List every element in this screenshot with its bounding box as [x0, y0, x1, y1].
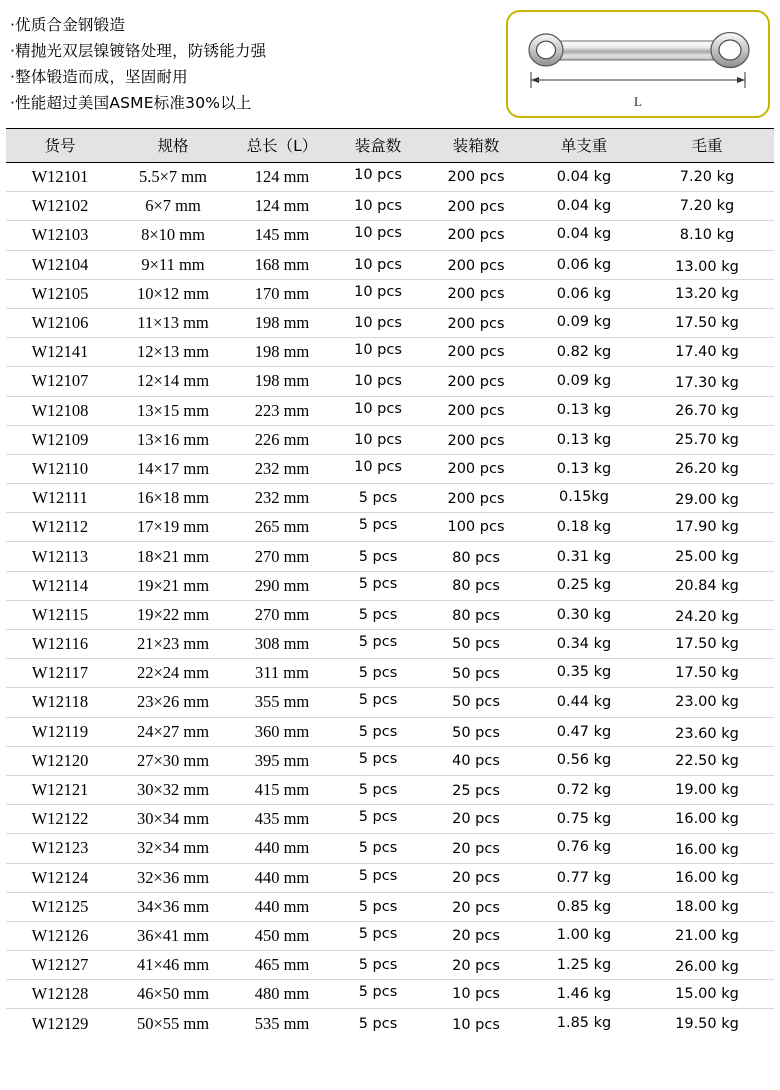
feature-list	[10, 8, 500, 116]
cell-carton-qty: 200 pcs	[424, 396, 528, 425]
cell-code: W12109	[6, 425, 114, 454]
cell-box-qty: 5 pcs	[358, 1015, 398, 1032]
cell-carton-qty: 20 pcs	[424, 893, 528, 922]
cell-spec: 30×34 mm	[114, 805, 232, 834]
cell-box-qty: 10 pcs	[332, 219, 424, 248]
cell-code: W12117	[6, 659, 114, 688]
cell-unit-weight: 1.00 kg	[528, 920, 640, 949]
cell-unit-weight: 0.04 kg	[528, 220, 640, 249]
cell-gross-weight: 19.50 kg	[675, 1015, 739, 1032]
cell-carton-qty: 80 pcs	[424, 543, 528, 572]
cell-code: W12127	[6, 951, 114, 980]
cell-spec: 32×36 mm	[114, 863, 232, 892]
cell-spec: 46×50 mm	[114, 980, 232, 1009]
cell-box-qty: 5 pcs	[332, 892, 424, 921]
cell-gross-weight: 19.00 kg	[640, 775, 774, 804]
column-header-gross-weight: 毛重	[640, 129, 774, 163]
cell-box-qty: 5 pcs	[332, 919, 424, 948]
table-row	[6, 571, 774, 600]
feature-item: ·整体锻造而成，坚固耐用	[10, 68, 188, 86]
cell-spec: 9×11 mm	[114, 250, 232, 279]
cell-code: W12103	[6, 221, 114, 250]
cell-box-qty: 5 pcs	[332, 659, 424, 688]
cell-carton-qty: 25 pcs	[424, 776, 528, 805]
cell-length: 308 mm	[232, 630, 332, 659]
cell-unit-weight: 1.46 kg	[528, 980, 640, 1009]
cell-spec: 19×21 mm	[114, 571, 232, 600]
cell-carton-qty: 200 pcs	[424, 251, 528, 280]
cell-length: 198 mm	[232, 367, 332, 396]
cell-gross-weight: 24.20 kg	[640, 602, 774, 631]
cell-gross-weight: 17.90 kg	[640, 513, 774, 542]
table-row	[6, 600, 774, 629]
cell-box-qty: 10 pcs	[332, 336, 424, 365]
cell-unit-weight: 0.77 kg	[528, 863, 640, 892]
cell-code: W12116	[6, 630, 114, 659]
cell-spec: 13×15 mm	[114, 396, 232, 425]
cell-unit-weight: 1.85 kg	[556, 1014, 612, 1031]
cell-code: W12122	[6, 805, 114, 834]
cell-length: 145 mm	[232, 221, 332, 250]
cell-length: 440 mm	[232, 834, 332, 863]
cell-box-qty: 5 pcs	[332, 744, 424, 773]
cell-length: 226 mm	[232, 425, 332, 454]
cell-gross-weight: 17.50 kg	[640, 659, 774, 688]
cell-box-qty: 10 pcs	[332, 308, 424, 337]
cell-gross-weight: 7.20 kg	[640, 192, 774, 221]
cell-gross-weight: 23.60 kg	[640, 719, 774, 748]
cell-code: W12101	[6, 163, 114, 192]
cell-gross-weight: 17.50 kg	[640, 308, 774, 337]
cell-unit-weight: 0.13 kg	[528, 395, 640, 424]
cell-carton-qty: 200 pcs	[424, 426, 528, 455]
column-header-spec: 规格	[114, 129, 232, 163]
spec-table	[6, 128, 774, 1038]
column-header-unit-weight: 单支重	[528, 129, 640, 163]
cell-carton-qty: 80 pcs	[424, 571, 528, 600]
table-row	[6, 834, 774, 863]
cell-box-qty: 10 pcs	[332, 192, 424, 221]
cell-length: 480 mm	[232, 980, 332, 1009]
cell-length: 435 mm	[232, 805, 332, 834]
cell-carton-qty: 50 pcs	[424, 718, 528, 747]
cell-carton-qty: 20 pcs	[424, 805, 528, 834]
cell-length: 232 mm	[232, 454, 332, 483]
cell-unit-weight: 0.04 kg	[528, 192, 640, 221]
cell-spec: 30×32 mm	[114, 775, 232, 804]
table-row	[6, 338, 774, 367]
table-row	[6, 250, 774, 279]
cell-carton-qty: 50 pcs	[424, 688, 528, 717]
cell-gross-weight: 25.70 kg	[640, 425, 774, 454]
cell-gross-weight: 17.40 kg	[640, 338, 774, 367]
cell-unit-weight: 0.30 kg	[528, 600, 640, 629]
cell-gross-weight: 16.00 kg	[640, 863, 774, 892]
cell-carton-qty: 200 pcs	[424, 485, 528, 514]
table-row	[6, 454, 774, 483]
cell-gross-weight: 8.10 kg	[640, 221, 774, 250]
cell-spec: 41×46 mm	[114, 951, 232, 980]
cell-code: W12118	[6, 688, 114, 717]
cell-carton-qty: 20 pcs	[424, 921, 528, 950]
cell-code: W12129	[31, 1013, 89, 1033]
table-row	[6, 542, 774, 571]
cell-gross-weight: 26.00 kg	[640, 953, 774, 982]
cell-code: W12112	[6, 513, 114, 542]
table-row	[6, 717, 774, 746]
cell-unit-weight: 0.09 kg	[528, 307, 640, 336]
cell-carton-qty: 50 pcs	[424, 630, 528, 659]
cell-box-qty: 10 pcs	[332, 394, 424, 423]
cell-gross-weight: 16.00 kg	[640, 805, 774, 834]
cell-length: 440 mm	[232, 863, 332, 892]
cell-code: W12110	[6, 454, 114, 483]
table-row	[6, 192, 774, 221]
cell-box-qty: 5 pcs	[332, 978, 424, 1007]
cell-length: 124 mm	[232, 163, 332, 192]
cell-box-qty: 10 pcs	[332, 425, 424, 454]
cell-carton-qty: 200 pcs	[424, 163, 528, 192]
cell-length: 124 mm	[232, 192, 332, 221]
cell-unit-weight: 0.56 kg	[528, 745, 640, 774]
table-row	[6, 396, 774, 425]
cell-carton-qty: 200 pcs	[424, 193, 528, 222]
cell-carton-qty: 200 pcs	[424, 221, 528, 250]
cell-unit-weight: 0.75 kg	[528, 805, 640, 834]
cell-code: W12125	[6, 892, 114, 921]
spec-table-wrapper	[0, 128, 780, 1038]
cell-gross-weight: 15.00 kg	[640, 980, 774, 1009]
cell-unit-weight: 0.72 kg	[528, 775, 640, 804]
cell-box-qty: 10 pcs	[332, 161, 424, 190]
cell-length: 290 mm	[232, 571, 332, 600]
cell-length: 223 mm	[232, 396, 332, 425]
cell-length: 355 mm	[232, 688, 332, 717]
cell-length: 311 mm	[232, 659, 332, 688]
cell-gross-weight: 17.30 kg	[640, 369, 774, 398]
cell-length: 535 mm	[254, 1013, 310, 1033]
cell-box-qty: 10 pcs	[332, 367, 424, 396]
cell-length: 232 mm	[232, 484, 332, 513]
cell-code: W12141	[6, 338, 114, 367]
cell-carton-qty: 10 pcs	[424, 980, 528, 1009]
cell-carton-qty: 20 pcs	[424, 835, 528, 864]
cell-code: W12120	[6, 746, 114, 775]
cell-carton-qty: 10 pcs	[452, 1016, 500, 1033]
cell-box-qty: 10 pcs	[332, 277, 424, 306]
table-row	[6, 951, 774, 980]
cell-spec: 27×30 mm	[114, 746, 232, 775]
cell-gross-weight: 18.00 kg	[640, 892, 774, 921]
table-row	[6, 630, 774, 659]
column-header-code: 货号	[6, 129, 114, 163]
table-row	[6, 863, 774, 892]
cell-unit-weight: 0.13 kg	[528, 425, 640, 454]
cell-gross-weight: 13.20 kg	[640, 279, 774, 308]
header-section	[0, 0, 780, 128]
table-row	[6, 425, 774, 454]
cell-spec: 11×13 mm	[114, 308, 232, 337]
cell-carton-qty: 80 pcs	[424, 601, 528, 630]
cell-box-qty: 5 pcs	[332, 686, 424, 715]
cell-carton-qty: 50 pcs	[424, 660, 528, 689]
cell-box-qty: 5 pcs	[332, 628, 424, 657]
cell-unit-weight: 0.85 kg	[528, 892, 640, 921]
cell-gross-weight: 26.20 kg	[640, 454, 774, 483]
header-row	[6, 129, 774, 163]
cell-code: W12115	[6, 600, 114, 629]
table-row	[6, 308, 774, 337]
cell-box-qty: 5 pcs	[332, 803, 424, 832]
cell-length: 465 mm	[232, 951, 332, 980]
table-row	[6, 775, 774, 804]
cell-carton-qty: 200 pcs	[424, 338, 528, 367]
cell-carton-qty: 20 pcs	[424, 863, 528, 892]
cell-unit-weight: 0.13 kg	[528, 454, 640, 483]
feature-item: ·精抛光双层镍镀铬处理，防锈能力强	[10, 42, 267, 60]
cell-box-qty: 5 pcs	[332, 861, 424, 890]
cell-gross-weight: 22.50 kg	[640, 746, 774, 775]
cell-unit-weight: 0.76 kg	[528, 833, 640, 862]
cell-unit-weight: 0.09 kg	[528, 367, 640, 396]
cell-carton-qty: 200 pcs	[424, 309, 528, 338]
table-row	[6, 980, 774, 1009]
table-row	[6, 688, 774, 717]
cell-spec: 10×12 mm	[114, 279, 232, 308]
cell-spec: 14×17 mm	[114, 454, 232, 483]
cell-box-qty: 5 pcs	[332, 600, 424, 629]
cell-spec: 21×23 mm	[114, 630, 232, 659]
dimension-label: L	[634, 94, 642, 109]
cell-box-qty: 5 pcs	[332, 511, 424, 540]
cell-unit-weight: 1.25 kg	[528, 951, 640, 980]
table-row	[6, 805, 774, 834]
cell-unit-weight: 0.15kg	[528, 483, 640, 512]
cell-box-qty: 10 pcs	[332, 452, 424, 481]
table-row	[6, 367, 774, 396]
cell-box-qty: 5 pcs	[332, 484, 424, 513]
cell-code: W12126	[6, 921, 114, 950]
cell-code: W12105	[6, 279, 114, 308]
cell-spec: 19×22 mm	[114, 600, 232, 629]
product-image-panel	[506, 10, 770, 118]
table-row	[6, 1009, 774, 1038]
cell-unit-weight: 0.44 kg	[528, 688, 640, 717]
cell-carton-qty: 200 pcs	[424, 454, 528, 483]
cell-unit-weight: 0.04 kg	[528, 163, 640, 192]
column-header-length: 总长（L）	[232, 129, 332, 163]
cell-spec: 16×18 mm	[114, 484, 232, 513]
cell-spec: 22×24 mm	[114, 659, 232, 688]
cell-unit-weight: 0.18 kg	[528, 513, 640, 542]
cell-gross-weight: 29.00 kg	[640, 486, 774, 515]
cell-spec: 24×27 mm	[114, 717, 232, 746]
table-row	[6, 513, 774, 542]
cell-gross-weight: 17.50 kg	[640, 630, 774, 659]
table-row	[6, 484, 774, 513]
cell-unit-weight: 0.06 kg	[528, 250, 640, 279]
table-row	[6, 163, 774, 192]
cell-unit-weight: 0.31 kg	[528, 542, 640, 571]
cell-unit-weight: 0.06 kg	[528, 279, 640, 308]
table-body	[6, 163, 774, 1039]
cell-length: 270 mm	[232, 600, 332, 629]
cell-code: W12106	[6, 308, 114, 337]
feature-item: ·性能超过美国ASME标准30%以上	[10, 94, 252, 112]
cell-gross-weight: 7.20 kg	[640, 163, 774, 192]
cell-code: W12114	[6, 571, 114, 600]
cell-code: W12113	[6, 542, 114, 571]
cell-code: W12119	[6, 717, 114, 746]
table-row	[6, 659, 774, 688]
cell-length: 170 mm	[232, 279, 332, 308]
cell-code: W12102	[6, 192, 114, 221]
cell-carton-qty: 20 pcs	[424, 952, 528, 981]
cell-gross-weight: 26.70 kg	[640, 396, 774, 425]
table-row	[6, 892, 774, 921]
cell-length: 415 mm	[232, 775, 332, 804]
cell-length: 395 mm	[232, 746, 332, 775]
cell-spec: 32×34 mm	[114, 834, 232, 863]
cell-length: 168 mm	[232, 250, 332, 279]
cell-spec: 12×14 mm	[114, 367, 232, 396]
table-row	[6, 279, 774, 308]
cell-code: W12121	[6, 775, 114, 804]
cell-spec: 8×10 mm	[114, 221, 232, 250]
cell-spec: 6×7 mm	[114, 192, 232, 221]
cell-box-qty: 5 pcs	[332, 775, 424, 804]
cell-unit-weight: 0.47 kg	[528, 717, 640, 746]
cell-spec: 13×16 mm	[114, 425, 232, 454]
cell-length: 198 mm	[232, 308, 332, 337]
table-row	[6, 746, 774, 775]
cell-code: W12128	[6, 980, 114, 1009]
column-header-box-qty: 装盒数	[332, 129, 424, 163]
cell-unit-weight: 0.25 kg	[528, 570, 640, 599]
cell-spec: 18×21 mm	[114, 542, 232, 571]
column-header-carton-qty: 装箱数	[424, 129, 528, 163]
cell-code: W12104	[6, 250, 114, 279]
cell-unit-weight: 0.82 kg	[528, 338, 640, 367]
cell-spec: 5.5×7 mm	[114, 163, 232, 192]
cell-box-qty: 5 pcs	[332, 951, 424, 980]
cell-gross-weight: 20.84 kg	[640, 571, 774, 600]
cell-code: W12107	[6, 367, 114, 396]
cell-code: W12108	[6, 396, 114, 425]
cell-gross-weight: 16.00 kg	[640, 836, 774, 865]
cell-unit-weight: 0.34 kg	[528, 630, 640, 659]
cell-carton-qty: 200 pcs	[424, 368, 528, 397]
cell-carton-qty: 40 pcs	[424, 746, 528, 775]
feature-item: ·优质合金钢锻造	[10, 16, 126, 34]
cell-box-qty: 5 pcs	[332, 834, 424, 863]
cell-gross-weight: 13.00 kg	[640, 252, 774, 281]
cell-code: W12111	[6, 484, 114, 513]
cell-gross-weight: 23.00 kg	[640, 688, 774, 717]
table-row	[6, 221, 774, 250]
cell-spec: 12×13 mm	[114, 338, 232, 367]
cell-code: W12124	[6, 863, 114, 892]
cell-code: W12123	[6, 834, 114, 863]
cell-unit-weight: 0.35 kg	[528, 658, 640, 687]
cell-gross-weight: 21.00 kg	[640, 921, 774, 950]
cell-spec: 17×19 mm	[114, 513, 232, 542]
cell-length: 440 mm	[232, 892, 332, 921]
cell-box-qty: 5 pcs	[332, 542, 424, 571]
cell-length: 360 mm	[232, 717, 332, 746]
cell-box-qty: 10 pcs	[332, 250, 424, 279]
cell-carton-qty: 100 pcs	[424, 513, 528, 542]
cell-spec: 50×55 mm	[136, 1013, 210, 1033]
cell-length: 198 mm	[232, 338, 332, 367]
cell-length: 265 mm	[232, 513, 332, 542]
cell-box-qty: 5 pcs	[332, 569, 424, 598]
cell-length: 450 mm	[232, 921, 332, 950]
cell-box-qty: 5 pcs	[332, 717, 424, 746]
cell-carton-qty: 200 pcs	[424, 279, 528, 308]
cell-length: 270 mm	[232, 542, 332, 571]
cell-spec: 34×36 mm	[114, 892, 232, 921]
table-header	[6, 129, 774, 163]
cell-spec: 23×26 mm	[114, 688, 232, 717]
table-row	[6, 921, 774, 950]
cell-spec: 36×41 mm	[114, 921, 232, 950]
cell-gross-weight: 25.00 kg	[640, 542, 774, 571]
